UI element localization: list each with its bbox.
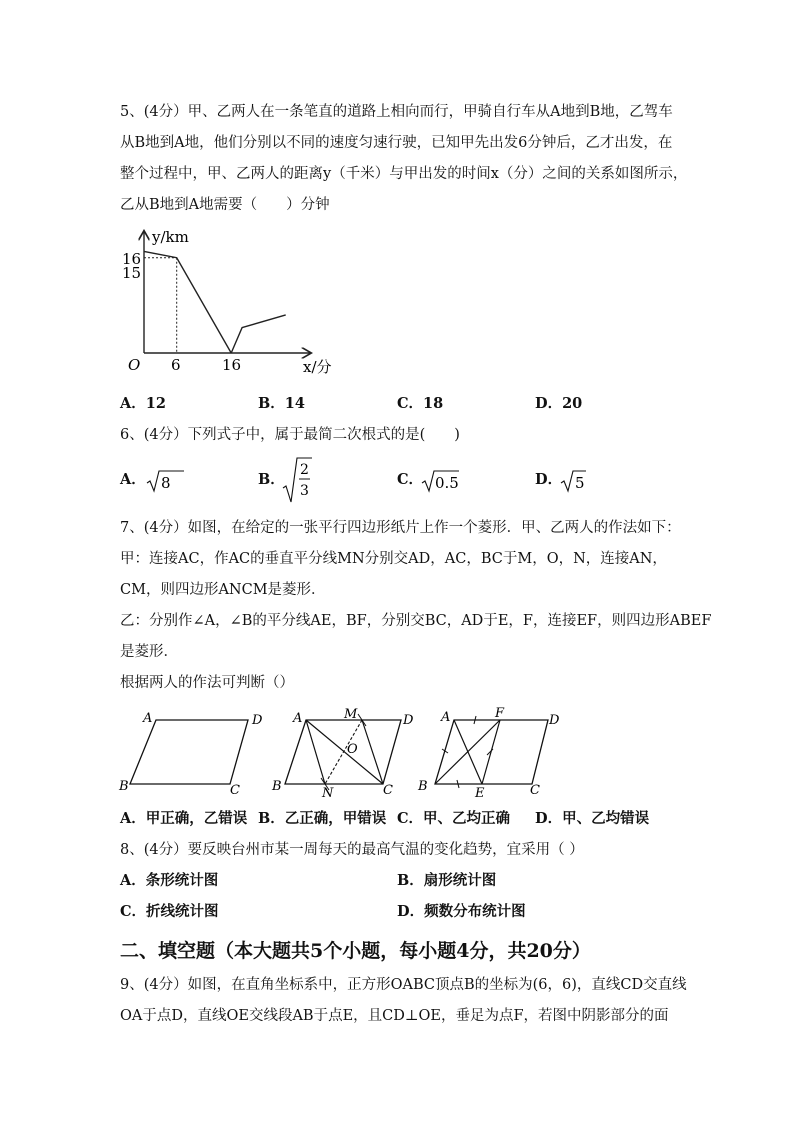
q7-fig2-label-d: D [403, 713, 414, 728]
q6-stem: 6、(4分）下列式子中，属于最简二次根式的是( ) [120, 427, 460, 443]
q9-line-2: OA于点D，直线OE交线段AB于点E，且CD⊥OE，垂足为点F，若图中阴影部分的面 [120, 1008, 669, 1024]
q7-option-a: A．甲正确，乙错误 [120, 810, 248, 827]
q6-option-a-letter: A． [120, 471, 146, 488]
q6-option-a-radicand: 8 [161, 474, 171, 492]
q5-ytick-15: 15 [122, 264, 142, 282]
q6-option-c-letter: C． [397, 471, 424, 488]
q5-x-axis-label: x/分 [303, 358, 332, 376]
q5-xtick-6: 6 [171, 356, 181, 374]
q7-fig3-label-a: A [441, 710, 451, 725]
q5-graph [110, 224, 350, 380]
q6-option-b [258, 470, 285, 490]
q7-figure-jia [265, 704, 425, 800]
q8-option-c: C．折线统计图 [120, 903, 219, 920]
q7-fig2-label-n: N [322, 786, 334, 800]
q5-option-d: D．20 [535, 395, 583, 412]
section-2-title: 二、填空题（本大题共5个小题，每小题4分，共20分） [120, 940, 591, 962]
q7-fig1-label-d: D [252, 713, 263, 728]
q7-option-d: D．甲、乙均错误 [535, 810, 650, 827]
q7-fig2-label-c: C [383, 783, 393, 798]
q7-figure-yi [413, 704, 573, 800]
q6-option-a-radical [146, 468, 186, 494]
q6-option-c [397, 470, 423, 490]
q5-line-2: 从B地到A地，他们分别以不同的速度匀速行驶，已知甲先出发6分钟后，乙才出发，在 [120, 135, 673, 151]
q7-fig2-label-b: B [272, 779, 282, 794]
q8-stem: 8、(4分）要反映台州市某一周每天的最高气温的变化趋势，宜采用（ ） [120, 842, 584, 858]
q7-fig3-label-e: E [475, 786, 485, 800]
q6-option-d-radicand: 5 [575, 474, 585, 492]
q5-y-axis-label: y/km [152, 228, 189, 246]
q7-line-2: 甲：连接AC，作AC的垂直平分线MN分别交AD，AC，BC于M，O，N，连接AN， [120, 551, 667, 567]
q7-fig2-label-o: O [347, 742, 358, 757]
q5-origin-label: O [128, 356, 141, 374]
q6-option-c-radicand: 0.5 [435, 474, 459, 492]
q7-fig2-label-a: A [293, 711, 303, 726]
q7-figure-parallelogram [110, 704, 270, 796]
q5-ytick-16: 16 [122, 250, 142, 268]
q7-line-6: 根据两人的作法可判断（） [120, 675, 294, 691]
q7-fig3-label-d: D [549, 713, 560, 728]
q5-series-segment-2 [231, 315, 286, 353]
q7-line-1: 7、(4分）如图，在给定的一张平行四边形纸片上作一个菱形．甲、乙两人的作法如下： [120, 520, 681, 536]
q6-option-c-radical [421, 468, 461, 494]
q8-option-d: D．频数分布统计图 [397, 903, 526, 920]
q7-line-4: 乙：分别作∠A，∠B的平分线AE，BF，分别交BC，AD于E，F，连接EF，则四边形ABEF [120, 613, 712, 629]
q5-option-b: B．14 [258, 395, 305, 412]
q7-fig3-label-c: C [530, 783, 540, 798]
q7-line-3: CM，则四边形ANCM是菱形． [120, 582, 326, 598]
q5-xtick-16: 16 [222, 356, 242, 374]
q7-line-5: 是菱形． [120, 644, 178, 660]
q6-option-b-radical [282, 456, 314, 504]
q7-option-b: B．乙正确，甲错误 [258, 810, 387, 827]
q5-line-1: 5、(4分）甲、乙两人在一条笔直的道路上相向而行，甲骑自行车从A地到B地，乙驾车 [120, 104, 673, 120]
q6-option-b-numerator: 2 [300, 462, 309, 478]
q7-fig1-label-c: C [230, 783, 240, 796]
q7-fig1-label-a: A [143, 711, 153, 726]
q7-fig3-label-f: F [495, 706, 505, 721]
q5-line-3: 整个过程中，甲、乙两人的距离y（千米）与甲出发的时间x（分）之间的关系如图所示， [120, 166, 688, 182]
q5-option-a: A．12 [120, 395, 166, 412]
q5-option-c: C．18 [397, 395, 444, 412]
q7-fig1-label-b: B [119, 779, 129, 794]
q5-series-segment-1 [144, 251, 231, 353]
q9-line-1: 9、(4分）如图，在直角坐标系中，正方形OABC顶点B的坐标为(6，6)，直线CD交直线 [120, 977, 687, 993]
q6-option-b-denominator: 3 [300, 483, 309, 499]
q8-option-b: B．扇形统计图 [397, 872, 497, 889]
q7-fig3-label-b: B [418, 779, 428, 794]
q8-option-a: A．条形统计图 [120, 872, 219, 889]
q6-option-d-letter: D． [535, 471, 563, 488]
q7-fig2-label-m: M [344, 707, 358, 722]
q5-line-4: 乙从B地到A地需要（ ）分钟 [120, 197, 330, 213]
q6-option-d-radical [560, 468, 590, 494]
q6-option-d [535, 470, 562, 490]
q6-option-b-letter: B． [258, 471, 285, 488]
q7-option-c: C．甲、乙均正确 [397, 810, 511, 827]
q6-option-a [120, 470, 146, 490]
